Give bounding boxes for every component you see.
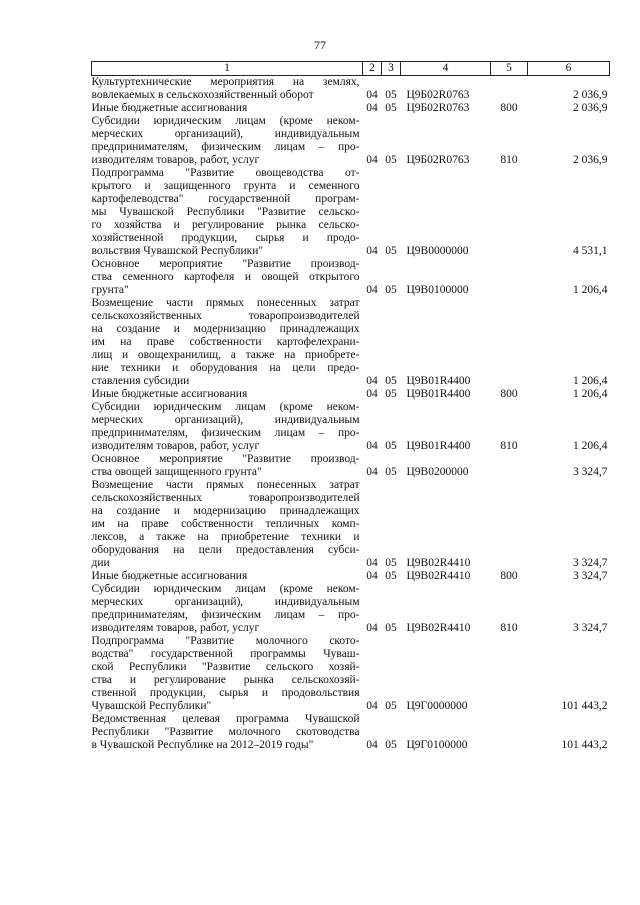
item-name: [92, 635, 363, 713]
subsection-code: 05: [385, 89, 397, 101]
item-name: [92, 102, 363, 115]
section-code: 04: [366, 388, 378, 400]
item-name-line: Подпрограмма "Развитие молочного ското-: [91, 635, 360, 647]
item-name-line: Субсидии юридическим лицам (кроме неком-: [91, 401, 360, 413]
item-name-line: ства семенного картофеля и овощей открытого: [91, 271, 360, 283]
subsection-code: 05: [385, 284, 397, 296]
section-code: 04: [366, 739, 378, 751]
expense-type-code: [491, 258, 528, 297]
item-name-line: оборудования на цели предоставления субси-: [91, 544, 360, 556]
item-name-line: мы Чувашской Республики "Развитие сельско-: [91, 206, 360, 218]
item-name: [92, 115, 363, 167]
amount: 2 036,9: [573, 154, 608, 166]
item-name-line: Возмещение части прямых понесенных затрат: [91, 297, 360, 309]
expense-type-code: [491, 76, 528, 103]
header-col-4: 4: [401, 62, 491, 76]
item-name-line: ственной продукции, сырья и продовольствия: [91, 687, 360, 699]
item-name-line: Иные бюджетные ассигнования: [91, 102, 248, 114]
target-article-code: Ц9В02R4410: [406, 570, 471, 582]
section-code: 04: [366, 154, 378, 166]
target-article-code: Ц9Б02R0763: [406, 102, 470, 114]
subsection-code: 05: [385, 375, 397, 387]
item-name-line: Основное мероприятие "Развитие производ-: [91, 258, 360, 270]
header-col-5: 5: [491, 62, 528, 76]
expense-type-code: [491, 635, 528, 713]
expense-type-code: 800: [500, 388, 518, 400]
target-article-code: Ц9Г0100000: [406, 739, 468, 751]
amount: 101 443,2: [561, 700, 608, 712]
amount: 1 206,4: [573, 388, 608, 400]
item-name-line: на создание и модернизацию принадлежащих: [91, 323, 360, 335]
item-name-line: предпринимателям, физическим лицам – про-: [91, 427, 360, 439]
target-article-code: Ц9Б02R0763: [406, 89, 470, 101]
table-body: [92, 76, 610, 753]
item-name-line: Подпрограмма "Развитие овощеводства от-: [91, 167, 360, 179]
item-name-line: им на праве собственности картофелехрани-: [91, 336, 360, 348]
item-name-line: мерческих организаций), индивидуальным: [91, 596, 360, 608]
target-article-code: Ц9В02R4410: [406, 622, 471, 634]
item-name: [92, 401, 363, 453]
amount: 3 324,7: [573, 570, 608, 582]
item-name-line: в Чувашской Республике на 2012–2019 годы": [91, 739, 314, 751]
subsection-code: 05: [385, 245, 397, 257]
amount: 2 036,9: [573, 89, 608, 101]
item-name-line: хозяйственной продукции, сырья и продо-: [91, 232, 360, 244]
section-code: 04: [366, 102, 378, 114]
subsection-code: 05: [385, 388, 397, 400]
item-name-line: го хозяйства и регулирование рынка сельско-: [91, 219, 360, 231]
item-name-line: им на праве собственности тепличных комп-: [91, 518, 360, 530]
header-col-6: 6: [528, 62, 610, 76]
item-name-line: предпринимателям, физическим лицам – про-: [91, 141, 360, 153]
table-row: [92, 115, 610, 167]
item-name-line: ства и регулирование рынка сельскохозяй-: [91, 674, 360, 686]
expense-type-code: 810: [500, 154, 518, 166]
item-name-line: вовлекаемых в сельскохозяйственный оборот: [91, 89, 314, 101]
expense-type-code: [491, 479, 528, 570]
expense-type-code: 800: [500, 102, 518, 114]
item-name: [92, 297, 363, 388]
expense-type-code: 810: [500, 622, 518, 634]
expense-type-code: [491, 453, 528, 479]
table-row: [92, 713, 610, 752]
item-name-line: Культуртехнические мероприятия на землях,: [91, 76, 360, 88]
subsection-code: 05: [385, 739, 397, 751]
item-name-line: Ведомственная целевая программа Чувашской: [91, 713, 360, 725]
item-name-line: Субсидии юридическим лицам (кроме неком-: [91, 115, 360, 127]
subsection-code: 05: [385, 557, 397, 569]
item-name-line: Республики "Развитие молочного скотоводства: [91, 726, 360, 738]
item-name-line: Чувашской Республики": [91, 700, 212, 712]
section-code: 04: [366, 440, 378, 452]
amount: 1 206,4: [573, 440, 608, 452]
item-name-line: дии: [91, 557, 110, 569]
section-code: 04: [366, 466, 378, 478]
table-row: [92, 297, 610, 388]
table-row: [92, 401, 610, 453]
item-name: [92, 453, 363, 479]
target-article-code: Ц9В02R4410: [406, 557, 471, 569]
item-name-line: сельскохозяйственных товаропроизводителей: [91, 492, 360, 504]
table-row: [92, 102, 610, 115]
item-name-line: Иные бюджетные ассигнования: [91, 388, 248, 400]
target-article-code: Ц9В0100000: [406, 284, 469, 296]
page-number: 77: [314, 38, 326, 52]
item-name: [92, 167, 363, 258]
subsection-code: 05: [385, 440, 397, 452]
section-code: 04: [366, 89, 378, 101]
item-name-line: ставления субсидии: [91, 375, 190, 387]
table-row: [92, 453, 610, 479]
item-name-line: на создание и модернизацию принадлежащих: [91, 505, 360, 517]
table-row: [92, 76, 610, 103]
item-name-line: Субсидии юридическим лицам (кроме неком-: [91, 583, 360, 595]
table-row: [92, 258, 610, 297]
amount: 101 443,2: [561, 739, 608, 751]
amount: 1 206,4: [573, 284, 608, 296]
item-name: [92, 583, 363, 635]
item-name-line: вольствия Чувашской Республики": [91, 245, 264, 257]
item-name-line: лексов, а также на приобретение техники и: [91, 531, 360, 543]
section-code: 04: [366, 570, 378, 582]
subsection-code: 05: [385, 466, 397, 478]
target-article-code: Ц9В0000000: [406, 245, 469, 257]
item-name-line: предпринимателям, физическим лицам – про-: [91, 609, 360, 621]
item-name-line: мерческих организаций), индивидуальным: [91, 128, 360, 140]
item-name-line: мерческих организаций), индивидуальным: [91, 414, 360, 426]
header-col-1: 1: [92, 62, 363, 76]
item-name-line: ние техники и оборудования на цели предо-: [91, 362, 360, 374]
amount: 3 324,7: [573, 622, 608, 634]
item-name-line: ства овощей защищенного грунта": [91, 466, 262, 478]
table-row: [92, 583, 610, 635]
budget-table: [91, 61, 610, 752]
amount: 3 324,7: [573, 466, 608, 478]
item-name-line: водства" государственной программы Чуваш-: [91, 648, 360, 660]
amount: 4 531,1: [573, 245, 608, 257]
amount: 3 324,7: [573, 557, 608, 569]
header-row: [92, 62, 610, 76]
subsection-code: 05: [385, 570, 397, 582]
item-name-line: сельскохозяйственных товаропроизводителей: [91, 310, 360, 322]
table-row: [92, 167, 610, 258]
item-name: [92, 388, 363, 401]
item-name-line: крытого и защищенного грунта и семенного: [91, 180, 360, 192]
subsection-code: 05: [385, 154, 397, 166]
item-name: [92, 713, 363, 752]
table-row: [92, 635, 610, 713]
subsection-code: 05: [385, 622, 397, 634]
item-name-line: Иные бюджетные ассигнования: [91, 570, 248, 582]
section-code: 04: [366, 284, 378, 296]
item-name-line: картофелеводства" государственной програм-: [91, 193, 360, 205]
section-code: 04: [366, 622, 378, 634]
target-article-code: Ц9В01R4400: [406, 440, 471, 452]
target-article-code: Ц9В01R4400: [406, 388, 471, 400]
item-name-line: грунта": [91, 284, 129, 296]
table-row: [92, 388, 610, 401]
target-article-code: Ц9В01R4400: [406, 375, 471, 387]
subsection-code: 05: [385, 102, 397, 114]
item-name-line: Основное мероприятие "Развитие производ-: [91, 453, 360, 465]
expense-type-code: 810: [500, 440, 518, 452]
target-article-code: Ц9В0200000: [406, 466, 469, 478]
expense-type-code: [491, 713, 528, 752]
item-name-line: изводителям товаров, работ, услуг: [91, 440, 260, 452]
expense-type-code: 800: [500, 570, 518, 582]
item-name: [92, 258, 363, 297]
table-row: [92, 570, 610, 583]
section-code: 04: [366, 700, 378, 712]
section-code: 04: [366, 375, 378, 387]
section-code: 04: [366, 245, 378, 257]
item-name-line: лищ и овощехранилищ, а также на приобрете-: [91, 349, 360, 361]
table-row: [92, 479, 610, 570]
expense-type-code: [491, 297, 528, 388]
subsection-code: 05: [385, 700, 397, 712]
item-name-line: ской Республики "Развитие сельского хозяй-: [91, 661, 360, 673]
item-name: [92, 76, 363, 103]
item-name: [92, 570, 363, 583]
header-col-2: 2: [363, 62, 382, 76]
amount: 2 036,9: [573, 102, 608, 114]
expense-type-code: [491, 167, 528, 258]
target-article-code: Ц9Г0000000: [406, 700, 468, 712]
amount: 1 206,4: [573, 375, 608, 387]
section-code: 04: [366, 557, 378, 569]
header-col-3: 3: [382, 62, 401, 76]
target-article-code: Ц9Б02R0763: [406, 154, 470, 166]
item-name-line: изводителям товаров, работ, услуг: [91, 622, 260, 634]
item-name-line: изводителям товаров, работ, услуг: [91, 154, 260, 166]
item-name-line: Возмещение части прямых понесенных затрат: [91, 479, 360, 491]
item-name: [92, 479, 363, 570]
